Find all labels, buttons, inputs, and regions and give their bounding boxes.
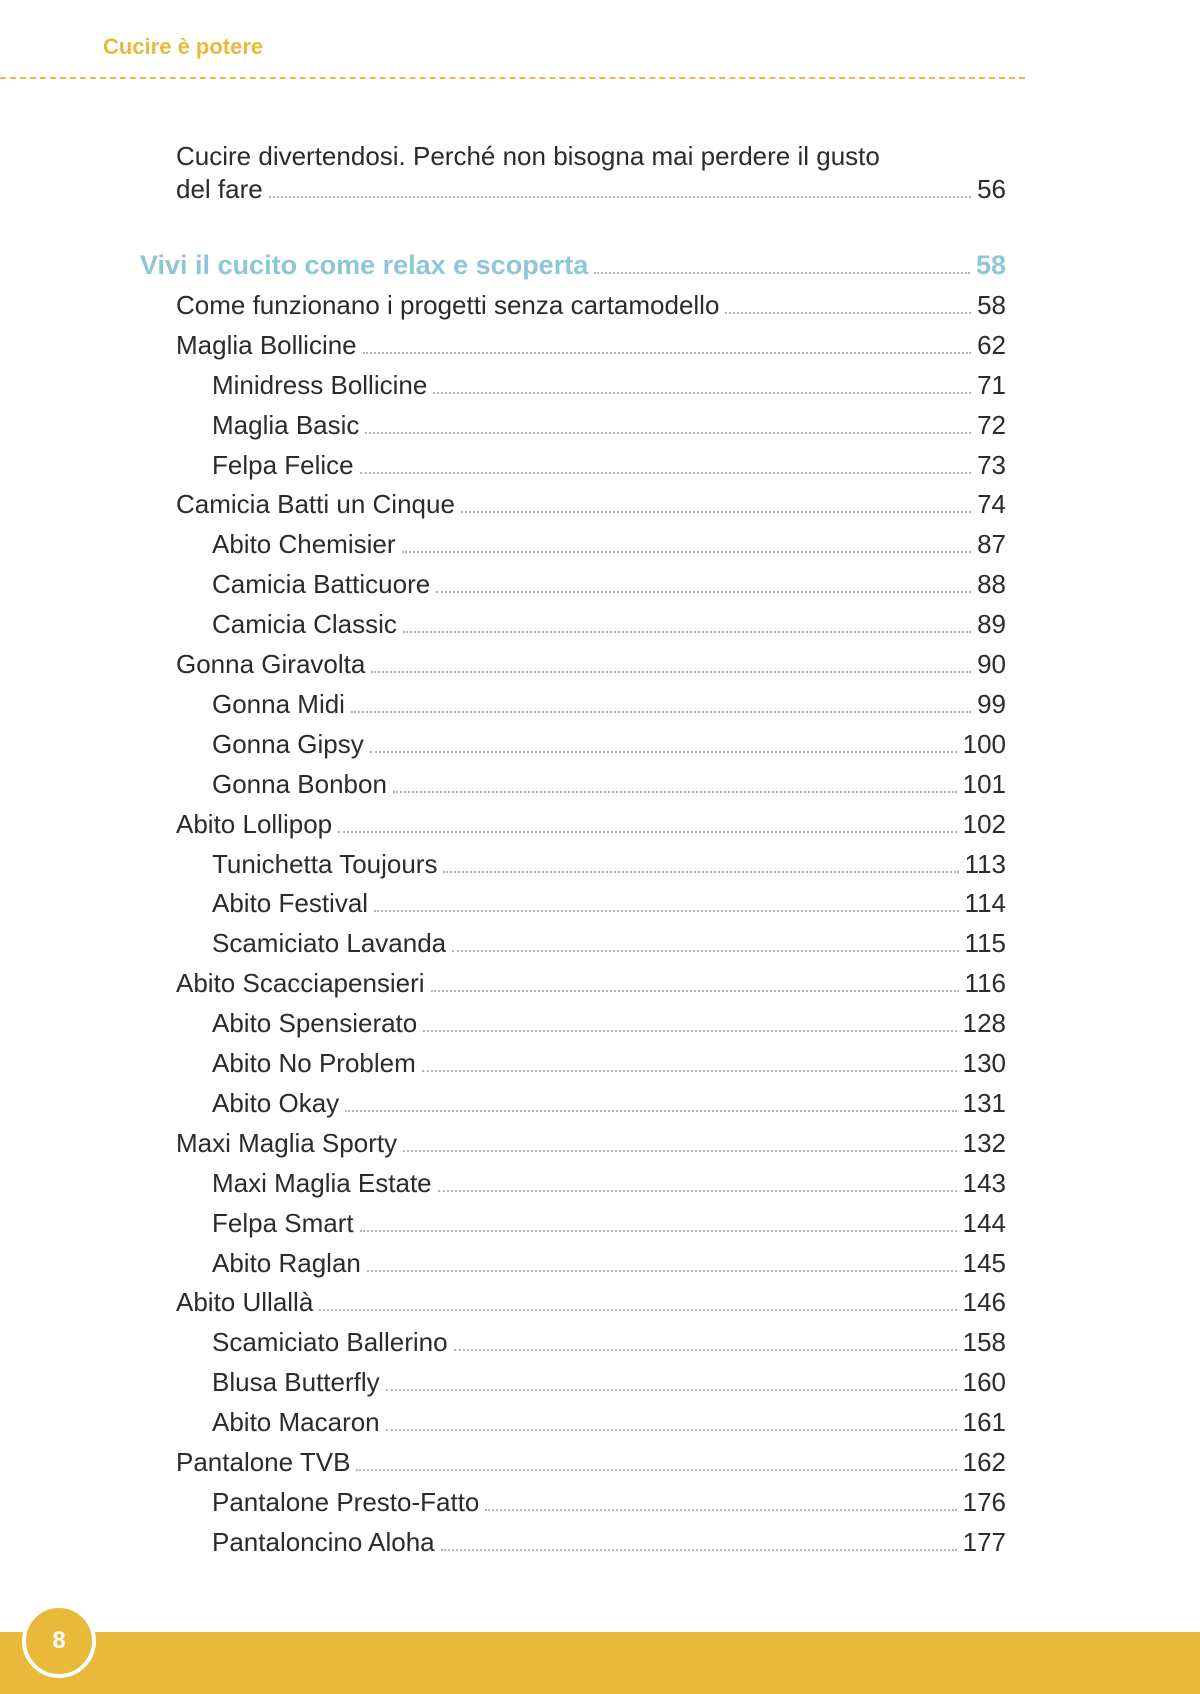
toc-page-number: 128 xyxy=(962,1008,1006,1039)
toc-intro-entry[interactable] xyxy=(176,140,1006,206)
toc-entry-title: Maxi Maglia Estate xyxy=(212,1167,432,1198)
toc-entry-title: Abito Macaron xyxy=(212,1407,380,1438)
toc-page-number: 114 xyxy=(964,888,1006,919)
toc-entry[interactable] xyxy=(212,769,1006,809)
dot-leader xyxy=(443,870,958,873)
toc-entry[interactable] xyxy=(212,729,1006,769)
toc-entry[interactable] xyxy=(212,1208,1006,1248)
toc-page-number: 87 xyxy=(977,529,1006,560)
toc-page-number: 115 xyxy=(964,928,1006,959)
toc-entry-title: Minidress Bollicine xyxy=(212,369,428,400)
toc-entry[interactable] xyxy=(212,1248,1006,1288)
toc-entry-title: Scamiciato Lavanda xyxy=(212,928,447,959)
toc-entry[interactable] xyxy=(212,1168,1006,1208)
toc-entry[interactable] xyxy=(212,569,1006,609)
toc-page-number: 130 xyxy=(962,1048,1006,1078)
toc-entry[interactable] xyxy=(212,1367,1006,1407)
toc-page-number: 102 xyxy=(962,808,1006,839)
toc-entry-title: Felpa Felice xyxy=(212,449,354,480)
toc-entry-title: Pantaloncino Aloha xyxy=(212,1526,435,1557)
dot-leader xyxy=(345,1109,956,1112)
toc-entry-title: Abito Raglan xyxy=(212,1247,361,1278)
toc-page-number: 62 xyxy=(977,329,1006,360)
toc-entry[interactable] xyxy=(176,330,1006,370)
dot-leader xyxy=(423,1029,956,1032)
toc-entry[interactable] xyxy=(212,1088,1006,1128)
toc-entry-title: Gonna Giravolta xyxy=(176,649,366,679)
toc-entry[interactable] xyxy=(176,1128,1006,1168)
toc-entry[interactable] xyxy=(212,450,1006,490)
dot-leader xyxy=(367,1269,957,1272)
dot-leader xyxy=(393,790,957,793)
toc-entry[interactable] xyxy=(212,1008,1006,1048)
toc-entry-title: Camicia Batti un Cinque xyxy=(176,489,455,520)
toc-entry-title: Come funzionano i progetti senza cartamodello xyxy=(176,289,720,320)
dot-leader xyxy=(356,1468,956,1471)
toc-entry-title: Gonna Midi xyxy=(212,688,345,719)
toc-page-number: 161 xyxy=(962,1407,1006,1438)
toc-entry[interactable] xyxy=(212,410,1006,450)
toc-entry[interactable] xyxy=(176,290,1006,330)
toc-entry-title: Maglia Basic xyxy=(212,409,360,440)
dot-leader xyxy=(402,550,972,553)
toc-entry-title: Abito Okay xyxy=(212,1087,340,1118)
toc-page-number: 113 xyxy=(964,848,1006,879)
toc-entry-title: Abito Chemisier xyxy=(212,529,396,560)
toc-entry[interactable] xyxy=(212,1048,1006,1088)
dot-leader xyxy=(436,590,971,593)
toc-entry[interactable] xyxy=(212,888,1006,928)
toc-entry-title: Felpa Smart xyxy=(212,1207,354,1238)
toc-entry-title: Pantalone Presto-Fatto xyxy=(212,1486,480,1517)
dot-leader xyxy=(438,1189,957,1192)
toc-page-number: 72 xyxy=(977,409,1006,440)
dot-leader xyxy=(422,1069,957,1072)
toc-page-number: 158 xyxy=(962,1327,1006,1358)
toc-page-number: 100 xyxy=(962,728,1006,759)
toc-entry[interactable] xyxy=(212,1527,1006,1567)
toc-entry-title: Pantalone TVB xyxy=(176,1447,351,1477)
toc-entry[interactable] xyxy=(176,489,1006,529)
running-header: Cucire è potere xyxy=(103,34,264,59)
dot-leader xyxy=(370,750,957,753)
toc-entry-title: Camicia Batticuore xyxy=(212,569,431,600)
toc-entry[interactable] xyxy=(212,849,1006,889)
toc-page-number: 99 xyxy=(977,688,1006,719)
toc-entry-title: Abito No Problem xyxy=(212,1048,416,1078)
toc-page-number: 146 xyxy=(962,1287,1006,1318)
dot-leader xyxy=(269,195,971,198)
dot-leader xyxy=(725,311,971,314)
toc-page-number: 162 xyxy=(962,1447,1006,1477)
toc-page-number: 73 xyxy=(977,449,1006,480)
dot-leader xyxy=(403,1149,957,1152)
toc-page-number: 89 xyxy=(977,609,1006,640)
toc-entry-title: Gonna Gipsy xyxy=(212,728,364,759)
toc-page-number: 131 xyxy=(962,1087,1006,1118)
dot-leader xyxy=(431,989,959,992)
dot-leader xyxy=(461,510,971,513)
toc-page-number: 56 xyxy=(977,174,1006,204)
dot-leader xyxy=(454,1348,957,1351)
toc-page-number: 116 xyxy=(964,968,1006,999)
dot-leader xyxy=(452,949,958,952)
page-number-badge: 8 xyxy=(22,1604,96,1678)
dot-leader xyxy=(594,271,970,274)
toc-page-number: 145 xyxy=(962,1247,1006,1278)
toc-entry[interactable] xyxy=(176,968,1006,1008)
header-divider xyxy=(0,77,1025,79)
toc-entry-title: Abito Ullallà xyxy=(176,1287,314,1318)
dot-leader xyxy=(338,830,956,833)
dot-leader xyxy=(360,1229,957,1232)
toc-page-number: 88 xyxy=(977,569,1006,600)
toc-page-number: 143 xyxy=(962,1167,1006,1198)
toc-page-number: 58 xyxy=(975,250,1006,280)
toc-entry[interactable] xyxy=(176,1287,1006,1327)
dot-leader xyxy=(386,1428,957,1431)
toc-entry[interactable] xyxy=(176,809,1006,849)
dot-leader xyxy=(386,1388,957,1391)
toc-entry-title: Abito Lollipop xyxy=(176,808,333,839)
toc-entry[interactable] xyxy=(212,529,1006,569)
toc-entry[interactable] xyxy=(176,1447,1006,1487)
toc-entry-title: Scamiciato Ballerino xyxy=(212,1327,448,1358)
toc-entry-title: Maxi Maglia Sporty xyxy=(176,1127,398,1158)
toc-entry[interactable] xyxy=(212,1487,1006,1527)
dot-leader xyxy=(319,1308,956,1311)
dot-leader xyxy=(403,630,971,633)
toc-entry[interactable] xyxy=(212,370,1006,410)
dot-leader xyxy=(374,909,958,912)
toc-entry[interactable] xyxy=(212,609,1006,649)
toc-entry[interactable] xyxy=(176,649,1006,689)
toc-entry[interactable] xyxy=(212,928,1006,968)
toc-page-number: 177 xyxy=(962,1526,1006,1557)
dot-leader xyxy=(360,471,971,474)
toc-page-number: 176 xyxy=(962,1486,1006,1517)
dot-leader xyxy=(363,351,971,354)
toc-page-number: 71 xyxy=(977,369,1006,400)
toc-entry[interactable] xyxy=(212,689,1006,729)
dot-leader xyxy=(351,710,971,713)
toc-page-number: 74 xyxy=(977,489,1006,520)
toc-page-number: 160 xyxy=(962,1367,1006,1398)
toc-page-number: 144 xyxy=(962,1207,1006,1238)
dot-leader xyxy=(433,391,971,394)
toc-intro-line1: Cucire divertendosi. Perché non bisogna mai perdere il gusto xyxy=(176,141,880,171)
toc-entry-title: Blusa Butterfly xyxy=(212,1367,380,1398)
toc-entry-title: Tunichetta Toujours xyxy=(212,848,438,879)
toc-entry-title: Abito Festival xyxy=(212,888,369,919)
toc-page-number: 90 xyxy=(977,649,1006,679)
toc-entry-title: Camicia Classic xyxy=(212,609,397,640)
toc-page-number: 58 xyxy=(977,289,1006,320)
toc-page-number: 101 xyxy=(962,768,1006,799)
toc-entry[interactable] xyxy=(212,1327,1006,1367)
toc-entry-title: Abito Spensierato xyxy=(212,1008,418,1039)
dot-leader xyxy=(365,431,971,434)
toc-entry-title: Gonna Bonbon xyxy=(212,768,387,799)
toc-entry-title: Maglia Bollicine xyxy=(176,329,357,360)
toc-entry-title: Abito Scacciapensieri xyxy=(176,968,425,999)
toc-entry-title: Vivi il cucito come relax e scoperta xyxy=(140,250,589,280)
dot-leader xyxy=(485,1508,956,1511)
dot-leader xyxy=(441,1548,957,1551)
toc-entry[interactable] xyxy=(212,1407,1006,1447)
dot-leader xyxy=(371,670,971,673)
toc-page-number: 132 xyxy=(962,1127,1006,1158)
toc-intro-line2: del fare xyxy=(176,174,263,204)
footer-bar xyxy=(0,1632,1200,1694)
toc-section-heading[interactable] xyxy=(140,250,1006,290)
